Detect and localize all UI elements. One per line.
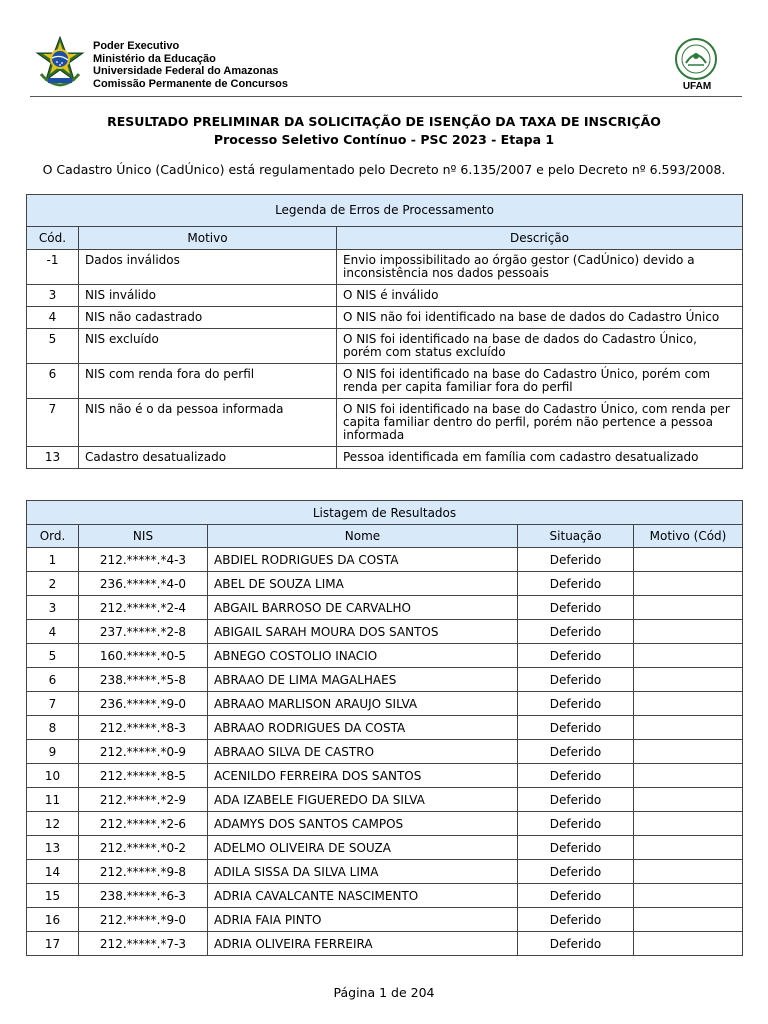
table-row [27, 692, 743, 716]
result-nis: 212.*****.*2-9 [79, 788, 208, 812]
result-name: ADAMYS DOS SANTOS CAMPOS [208, 812, 518, 836]
result-ord: 8 [27, 716, 79, 740]
legend-code: -1 [27, 250, 79, 285]
page-number: Página 1 de 204 [333, 985, 435, 1000]
result-name: ABRAAO SILVA DE CASTRO [208, 740, 518, 764]
legend-reason: NIS com renda fora do perfil [79, 364, 337, 399]
result-nis: 212.*****.*9-8 [79, 860, 208, 884]
result-reason [634, 884, 743, 908]
result-status: Deferido [518, 572, 634, 596]
page-header [30, 34, 744, 96]
result-ord: 12 [27, 812, 79, 836]
legend-row [27, 364, 743, 399]
result-ord: 15 [27, 884, 79, 908]
result-ord: 13 [27, 836, 79, 860]
legend-table [26, 194, 743, 469]
result-status: Deferido [518, 884, 634, 908]
result-nis: 212.*****.*2-4 [79, 596, 208, 620]
legend-code: 7 [27, 399, 79, 447]
result-ord: 11 [27, 788, 79, 812]
result-reason [634, 716, 743, 740]
result-nis: 236.*****.*4-0 [79, 572, 208, 596]
result-status: Deferido [518, 692, 634, 716]
legend-description: O NIS é inválido [337, 285, 743, 307]
result-nis: 212.*****.*8-5 [79, 764, 208, 788]
result-ord: 9 [27, 740, 79, 764]
results-table [26, 500, 743, 956]
result-nis: 212.*****.*8-3 [79, 716, 208, 740]
legend-header-description: Descrição [337, 227, 743, 250]
table-row [27, 884, 743, 908]
table-row [27, 740, 743, 764]
legend-row [27, 447, 743, 469]
legend-caption: Legenda de Erros de Processamento [27, 195, 743, 227]
document-title [0, 113, 768, 149]
result-status: Deferido [518, 860, 634, 884]
result-reason [634, 932, 743, 956]
result-reason [634, 644, 743, 668]
result-name: ADRIA FAIA PINTO [208, 908, 518, 932]
result-reason [634, 764, 743, 788]
result-reason [634, 668, 743, 692]
legend-reason: NIS não é o da pessoa informada [79, 399, 337, 447]
decree-note: O Cadastro Único (CadÚnico) está regulamentado pelo Decreto nº 6.135/2007 e pelo Decreto nº 6.593/2008. [42, 162, 726, 177]
result-ord: 4 [27, 620, 79, 644]
result-nis: 212.*****.*0-2 [79, 836, 208, 860]
result-nis: 212.*****.*4-3 [79, 548, 208, 572]
table-row [27, 812, 743, 836]
table-row [27, 836, 743, 860]
result-status: Deferido [518, 812, 634, 836]
legend-header-code: Cód. [27, 227, 79, 250]
result-status: Deferido [518, 644, 634, 668]
header-line-commission: Comissão Permanente de Concursos [93, 77, 289, 90]
result-name: ABIGAIL SARAH MOURA DOS SANTOS [208, 620, 518, 644]
result-status: Deferido [518, 788, 634, 812]
result-ord: 14 [27, 860, 79, 884]
results-header-name: Nome [208, 525, 518, 548]
result-status: Deferido [518, 668, 634, 692]
legend-code: 4 [27, 307, 79, 329]
legend-row [27, 307, 743, 329]
table-row [27, 596, 743, 620]
result-status: Deferido [518, 740, 634, 764]
result-status: Deferido [518, 908, 634, 932]
result-ord: 6 [27, 668, 79, 692]
result-reason [634, 572, 743, 596]
result-name: ABRAAO DE LIMA MAGALHAES [208, 668, 518, 692]
result-name: ADELMO OLIVEIRA DE SOUZA [208, 836, 518, 860]
result-reason [634, 692, 743, 716]
legend-code: 3 [27, 285, 79, 307]
result-nis: 212.*****.*0-9 [79, 740, 208, 764]
result-name: ABDIEL RODRIGUES DA COSTA [208, 548, 518, 572]
result-reason [634, 596, 743, 620]
result-nis: 212.*****.*9-0 [79, 908, 208, 932]
table-row [27, 620, 743, 644]
header-line-university: Universidade Federal do Amazonas [93, 65, 279, 77]
result-ord: 17 [27, 932, 79, 956]
legend-reason: Dados inválidos [79, 250, 337, 285]
legend-reason: NIS excluído [79, 329, 337, 364]
result-ord: 5 [27, 644, 79, 668]
header-line-ministry: Ministério da Educação [93, 52, 216, 65]
table-row [27, 716, 743, 740]
header-line-executive: Poder Executivo [93, 40, 180, 52]
result-status: Deferido [518, 932, 634, 956]
result-nis: 238.*****.*6-3 [79, 884, 208, 908]
table-row [27, 860, 743, 884]
result-ord: 2 [27, 572, 79, 596]
table-row [27, 908, 743, 932]
result-reason [634, 620, 743, 644]
result-status: Deferido [518, 716, 634, 740]
result-status: Deferido [518, 596, 634, 620]
legend-row [27, 329, 743, 364]
legend-description: O NIS foi identificado na base de dados do Cadastro Único, porém com status excluído [337, 329, 743, 364]
result-nis: 238.*****.*5-8 [79, 668, 208, 692]
result-name: ABRAAO RODRIGUES DA COSTA [208, 716, 518, 740]
legend-description: O NIS foi identificado na base do Cadastro Único, com renda per capita familiar dentro do perfil, porém não pertence a pessoa informada [337, 399, 743, 447]
result-ord: 16 [27, 908, 79, 932]
result-name: ACENILDO FERREIRA DOS SANTOS [208, 764, 518, 788]
result-name: ADA IZABELE FIGUEREDO DA SILVA [208, 788, 518, 812]
result-status: Deferido [518, 764, 634, 788]
legend-code: 5 [27, 329, 79, 364]
result-name: ADRIA OLIVEIRA FERREIRA [208, 932, 518, 956]
ufam-label: UFAM [682, 81, 712, 92]
result-status: Deferido [518, 836, 634, 860]
legend-description: Pessoa identificada em família com cadastro desatualizado [337, 447, 743, 469]
legend-code: 6 [27, 364, 79, 399]
result-reason [634, 812, 743, 836]
title-line-2: Processo Seletivo Contínuo - PSC 2023 - Etapa 1 [213, 132, 555, 147]
result-reason [634, 740, 743, 764]
result-ord: 7 [27, 692, 79, 716]
results-header-reason: Motivo (Cód) [634, 525, 743, 548]
results-header-ord: Ord. [27, 525, 79, 548]
result-ord: 3 [27, 596, 79, 620]
result-name: ABGAIL BARROSO DE CARVALHO [208, 596, 518, 620]
legend-row [27, 399, 743, 447]
header-divider [30, 96, 742, 97]
result-ord: 1 [27, 548, 79, 572]
result-name: ABNEGO COSTOLIO INACIO [208, 644, 518, 668]
table-row [27, 548, 743, 572]
legend-reason: Cadastro desatualizado [79, 447, 337, 469]
result-reason [634, 836, 743, 860]
result-reason [634, 548, 743, 572]
result-name: ADRIA CAVALCANTE NASCIMENTO [208, 884, 518, 908]
result-status: Deferido [518, 548, 634, 572]
results-header-status: Situação [518, 525, 634, 548]
legend-row [27, 285, 743, 307]
legend-header-reason: Motivo [79, 227, 337, 250]
legend-description: O NIS foi identificado na base do Cadastro Único, porém com renda per capita familiar fora do perfil [337, 364, 743, 399]
table-row [27, 932, 743, 956]
table-row [27, 764, 743, 788]
result-name: ABRAAO MARLISON ARAUJO SILVA [208, 692, 518, 716]
title-line-1: RESULTADO PRELIMINAR DA SOLICITAÇÃO DE ISENÇÃO DA TAXA DE INSCRIÇÃO [107, 114, 661, 129]
legend-reason: NIS inválido [79, 285, 337, 307]
results-header-nis: NIS [79, 525, 208, 548]
institution-lines [93, 40, 288, 90]
legend-code: 13 [27, 447, 79, 469]
legend-description: O NIS não foi identificado na base de dados do Cadastro Único [337, 307, 743, 329]
result-reason [634, 908, 743, 932]
table-row [27, 788, 743, 812]
result-nis: 212.*****.*7-3 [79, 932, 208, 956]
result-nis: 236.*****.*9-0 [79, 692, 208, 716]
result-nis: 212.*****.*2-6 [79, 812, 208, 836]
results-caption: Listagem de Resultados [27, 501, 743, 525]
table-row [27, 572, 743, 596]
result-nis: 237.*****.*2-8 [79, 620, 208, 644]
result-name: ADILA SISSA DA SILVA LIMA [208, 860, 518, 884]
table-row [27, 668, 743, 692]
legend-row [27, 250, 743, 285]
table-row [27, 644, 743, 668]
result-name: ABEL DE SOUZA LIMA [208, 572, 518, 596]
brazil-coat-of-arms-icon [35, 36, 85, 88]
legend-description: Envio impossibilitado ao órgão gestor (CadÚnico) devido a inconsistência nos dados pessoais [337, 250, 743, 285]
ufam-seal-icon [674, 37, 718, 81]
result-ord: 10 [27, 764, 79, 788]
legend-reason: NIS não cadastrado [79, 307, 337, 329]
result-reason [634, 860, 743, 884]
result-reason [634, 788, 743, 812]
result-status: Deferido [518, 620, 634, 644]
result-nis: 160.*****.*0-5 [79, 644, 208, 668]
